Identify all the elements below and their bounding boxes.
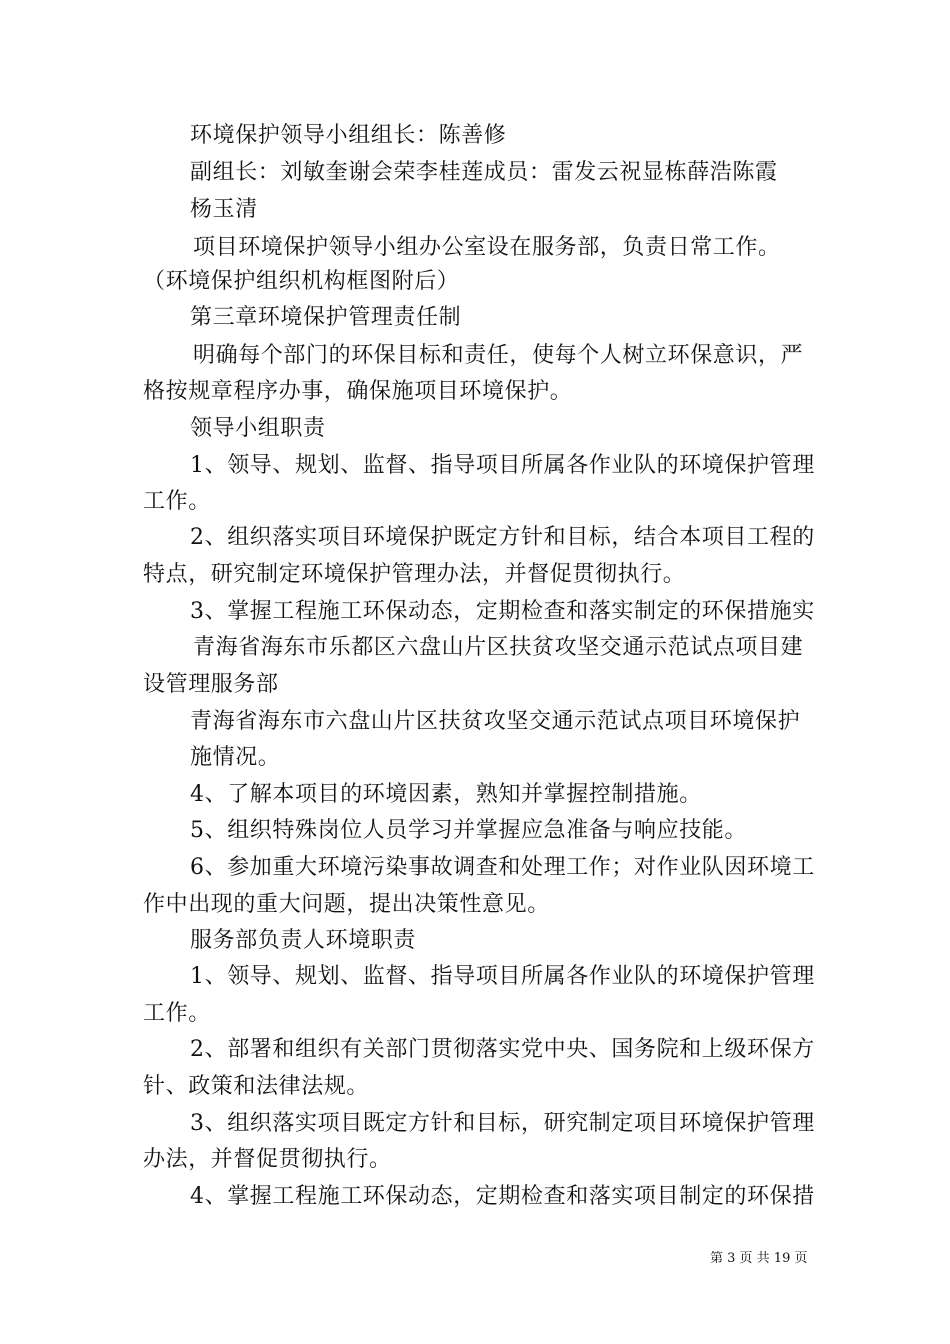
text-line: 特点，研究制定环境保护管理办法，并督促贯彻执行。 [143,562,686,587]
text-line: 3、组织落实项目既定方针和目标，研究制定项目环境保护管理 [190,1111,815,1136]
text-line: 2、组织落实项目环境保护既定方针和目标，结合本项目工程的 [190,525,815,550]
header-text: 青海省海东市六盘山片区扶贫攻坚交通示范试点项目环境保护 [190,709,801,734]
text-line: 5、组织特殊岗位人员学习并掌握应急准备与响应技能。 [190,818,747,843]
text-line: （环境保护组织机构框图附后） [143,269,460,294]
text-line: 3、掌握工程施工环保动态，定期检查和落实制定的环保措施实 [190,599,815,624]
text-line: 工作。 [143,1001,211,1026]
header-text: 青海省海东市乐都区六盘山片区扶贫攻坚交通示范试点项目建 [193,635,804,660]
text-line: 格按规章程序办事，确保施项目环境保护。 [143,379,573,404]
text-line: 工作。 [143,489,211,514]
text-line: 针、政策和法律法规。 [143,1074,370,1099]
chapter-heading: 第三章环境保护管理责任制 [190,305,462,330]
page-number-footer: 第 3 页 共 19 页 [710,1251,808,1266]
text-line: 施情况。 [190,745,281,770]
text-line: 2、部署和组织有关部门贯彻落实党中央、国务院和上级环保方 [190,1037,815,1062]
section-heading: 服务部负责人环境职责 [190,928,417,953]
header-text: 设管理服务部 [143,672,279,697]
text-line: 作中出现的重大问题，提出决策性意见。 [143,892,550,917]
text-line: 明确每个部门的环保目标和责任，使每个人树立环保意识，严 [193,343,804,368]
text-line: 环境保护领导小组组长：陈善修 [190,123,507,148]
text-line: 4、了解本项目的环境因素，熟知并掌握控制措施。 [190,782,702,807]
text-line: 副组长：刘敏奎谢会荣李桂莲成员：雷发云祝显栋薛浩陈霞 [190,160,778,185]
text-line: 1、领导、规划、监督、指导项目所属各作业队的环境保护管理 [190,964,815,989]
text-line: 杨玉清 [190,197,258,222]
text-line: 办法，并督促贯彻执行。 [143,1147,392,1172]
text-line: 4、掌握工程施工环保动态，定期检查和落实项目制定的环保措 [190,1184,815,1209]
section-heading: 领导小组职责 [190,416,326,441]
text-line: 6、参加重大环境污染事故调查和处理工作；对作业队因环境工 [190,855,815,880]
text-line: 项目环境保护领导小组办公室设在服务部，负责日常工作。 [193,235,781,260]
text-line: 1、领导、规划、监督、指导项目所属各作业队的环境保护管理 [190,453,815,478]
